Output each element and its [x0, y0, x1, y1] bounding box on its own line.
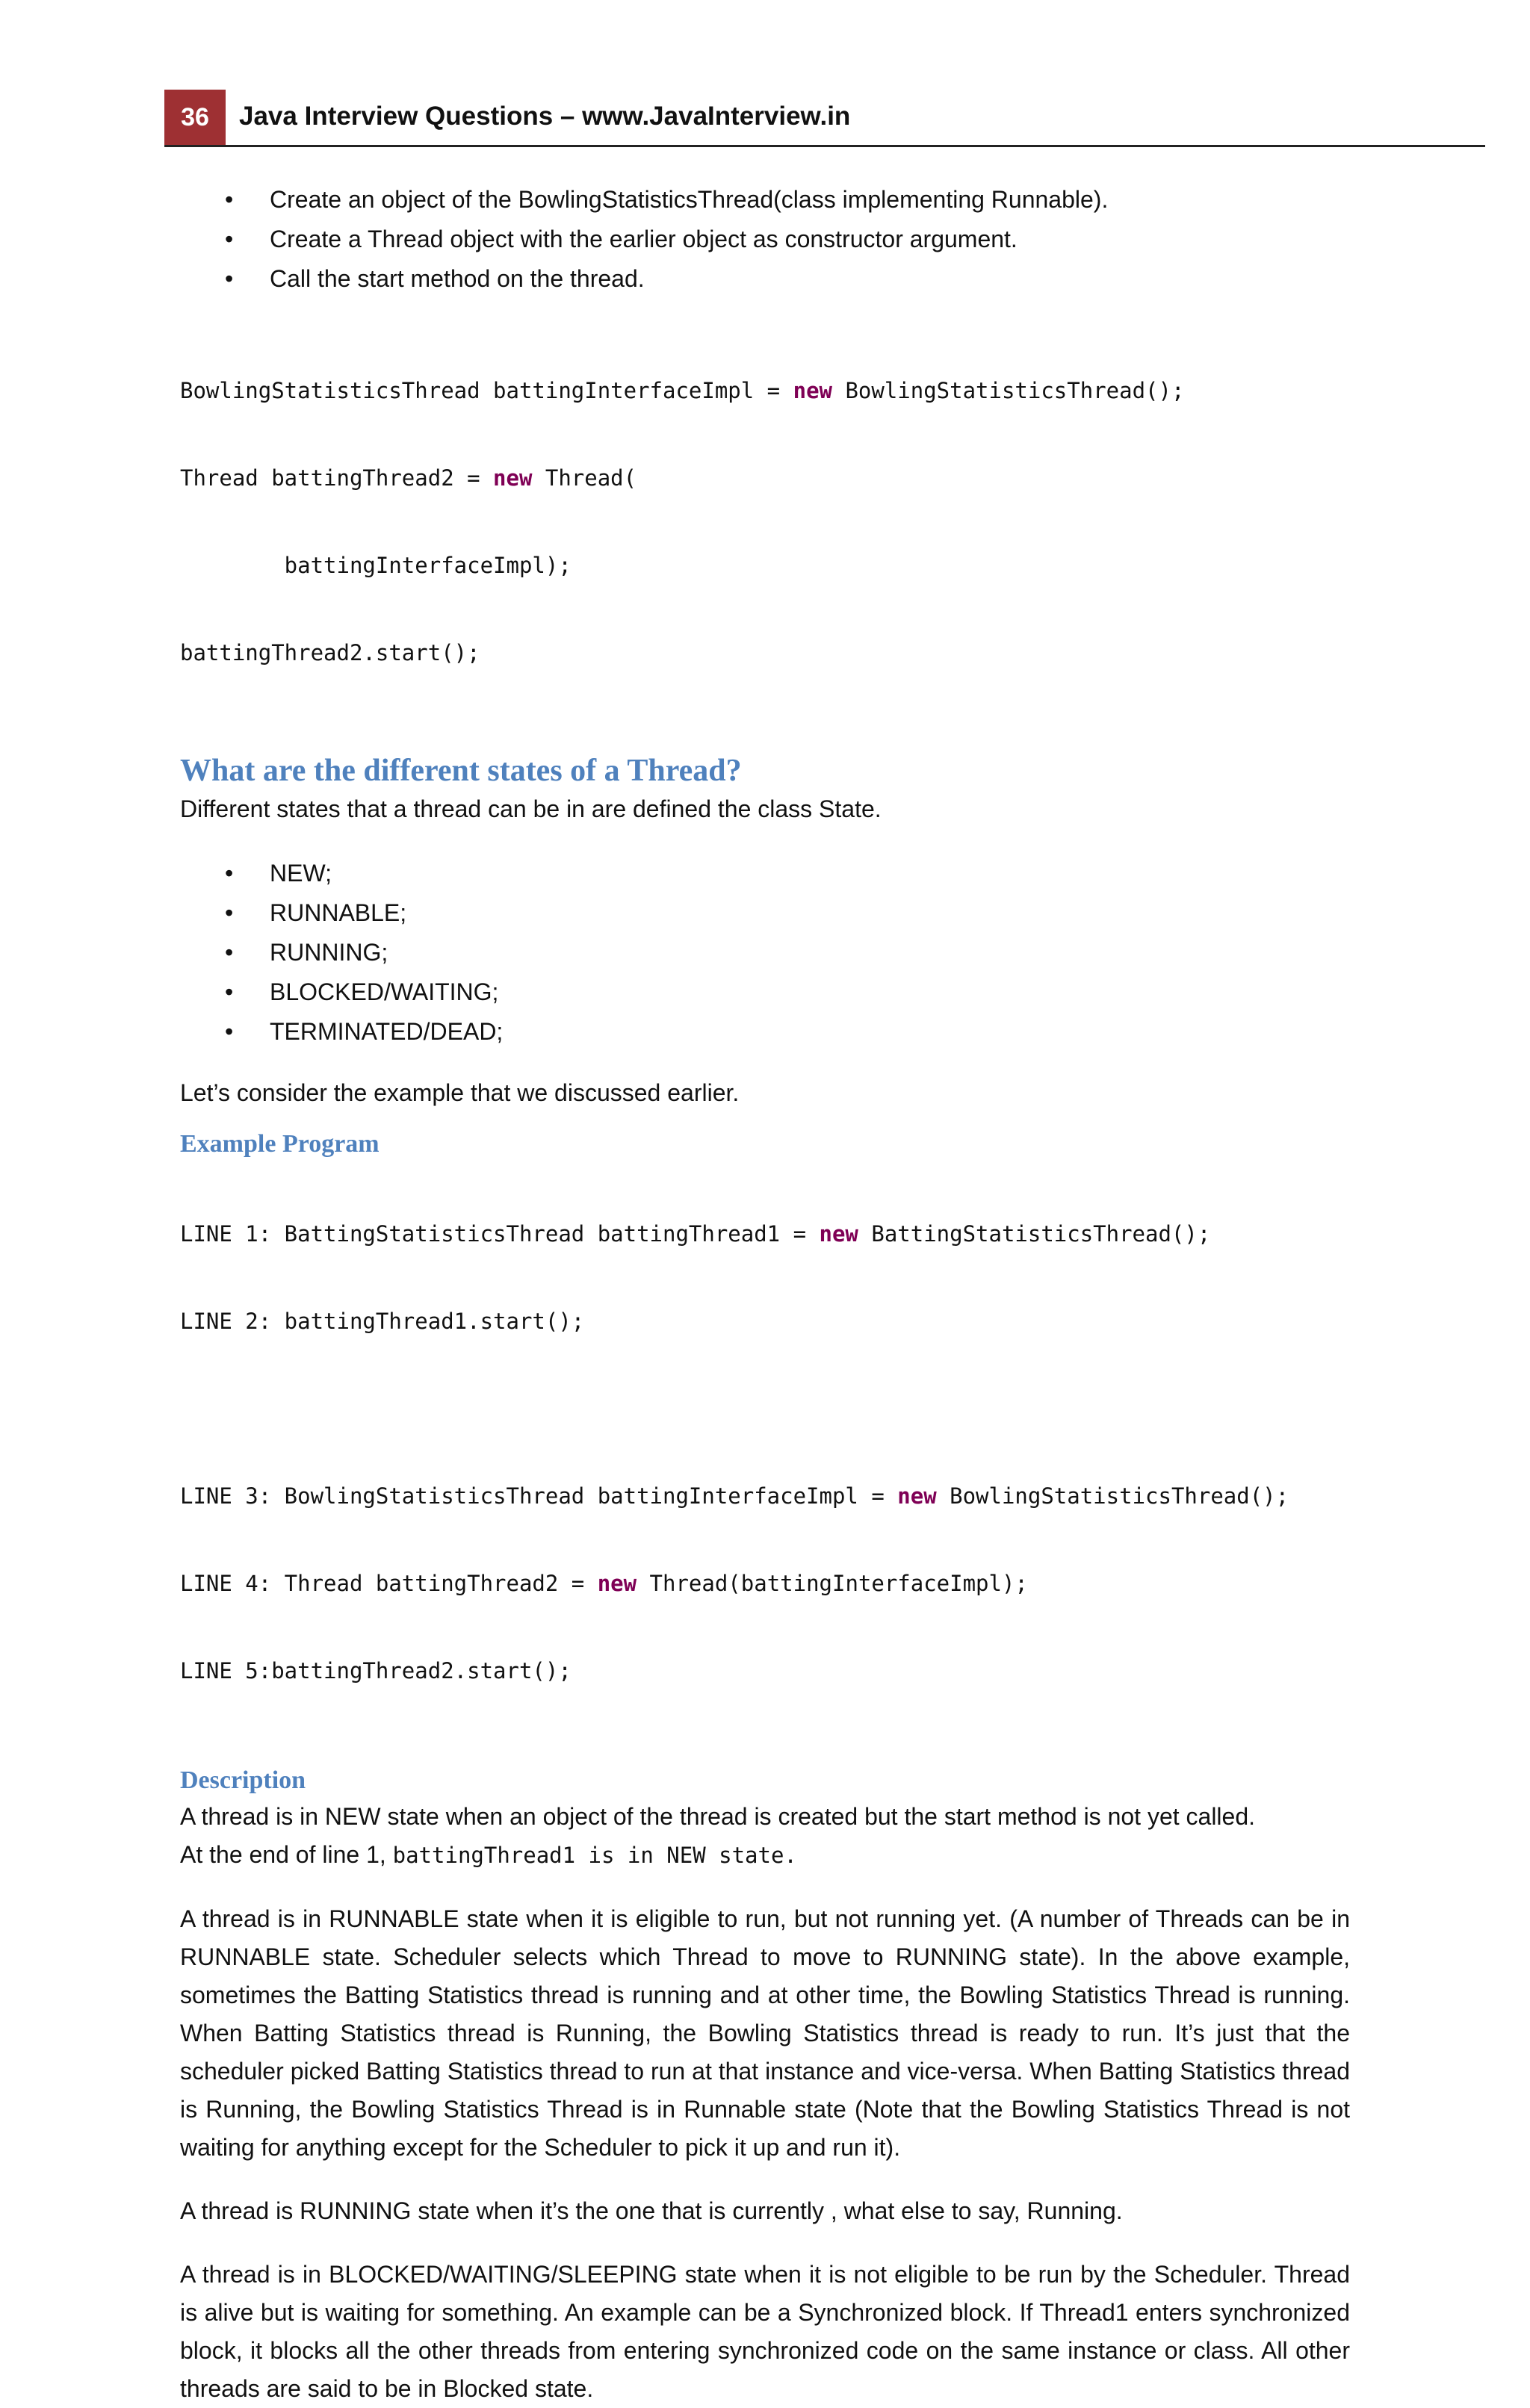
paragraph-running-state: A thread is RUNNING state when it’s the one that is currently , what else to say, Running. [180, 2197, 1123, 2224]
list-item: • Create an object of the BowlingStatisticsThread(class implementing Runnable). [180, 180, 1350, 220]
code-block-thread-creation [180, 318, 1350, 726]
paragraph-new-state: A thread is in NEW state when an object of the thread is created but the start method is not yet called. At the end of line 1, battingThread1 is in NEW state. [180, 1803, 1256, 1868]
bullet-icon: • [225, 265, 234, 292]
list-item: • BLOCKED/WAITING; [180, 972, 1350, 1012]
code-line: battingInterfaceImpl); [180, 553, 572, 578]
description-heading: Description [180, 1766, 306, 1794]
page-number: 36 [164, 90, 226, 145]
code-line: LINE 1: BattingStatisticsThread battingThread1 = new BattingStatisticsThread(); [180, 1221, 1211, 1247]
code-block-example [180, 1161, 1350, 1744]
paragraph-runnable-state: A thread is in RUNNABLE state when it is eligible to run, but not running yet. (A number of Threads can be in RUNNABLE state. Scheduler selects which Thread to move to RUNNING state). In the above example, sometimes the Batting Statistics thread is running and at other time, the Bowling Statistics Thread is running. When Batting Statistics thread is Running, the Bowling Statistics thread is ready to run. It’s just that the scheduler picked Batting Statistics thread to run at that instance and vice-versa. When Batting Statistics thread is Running, the Bowling Statistics Thread is in Runnable state (Note that the Bowling Statistics Thread is not waiting for anything except for the Scheduler to pick it up and run it). [180, 1905, 1350, 2161]
page-content [180, 176, 1350, 2408]
bullet-icon: • [225, 978, 234, 1005]
code-line: BowlingStatisticsThread battingInterfaceImpl = new BowlingStatisticsThread(); [180, 378, 1185, 403]
example-heading: Example Program [180, 1130, 380, 1158]
list-item: • NEW; [180, 854, 1350, 893]
section-heading: What are the different states of a Thread? [180, 754, 742, 788]
code-line: Thread battingThread2 = new Thread( [180, 465, 637, 491]
list-item: • Create a Thread object with the earlier object as constructor argument. [180, 220, 1350, 259]
code-line: LINE 3: BowlingStatisticsThread battingInterfaceImpl = new BowlingStatisticsThread(); [180, 1483, 1289, 1509]
bullet-icon: • [225, 226, 234, 252]
code-line [180, 1394, 1350, 1424]
header-title: Java Interview Questions – www.JavaInterview.in [239, 102, 851, 131]
page-header [164, 90, 1485, 147]
list-item: • RUNNABLE; [180, 893, 1350, 933]
list-item: • TERMINATED/DEAD; [180, 1012, 1350, 1052]
paragraph-blocked-state: A thread is in BLOCKED/WAITING/SLEEPING state when it is not eligible to be run by the Scheduler. Thread is alive but is waiting for something. An example can be a Synchronized block. If Thread1 enters synchronized block, it blocks all the other threads from entering synchronized code on the same instance or class. All other threads are said to be in Blocked state. [180, 2261, 1350, 2402]
bullet-icon: • [225, 186, 234, 213]
steps-list [180, 180, 1350, 299]
list-item: • Call the start method on the thread. [180, 259, 1350, 299]
code-line: LINE 4: Thread battingThread2 = new Thread(battingInterfaceImpl); [180, 1571, 1028, 1596]
bullet-icon: • [225, 1018, 234, 1045]
states-list [180, 854, 1350, 1052]
code-line: LINE 5:battingThread2.start(); [180, 1658, 572, 1684]
list-item: • RUNNING; [180, 933, 1350, 972]
bullet-icon: • [225, 860, 234, 887]
code-line: battingThread2.start(); [180, 640, 480, 665]
section-intro: Different states that a thread can be in are defined the class State. [180, 795, 882, 822]
lead-paragraph: Let’s consider the example that we discussed earlier. [180, 1079, 740, 1106]
code-line: LINE 2: battingThread1.start(); [180, 1309, 585, 1334]
bullet-icon: • [225, 899, 234, 926]
bullet-icon: • [225, 939, 234, 966]
